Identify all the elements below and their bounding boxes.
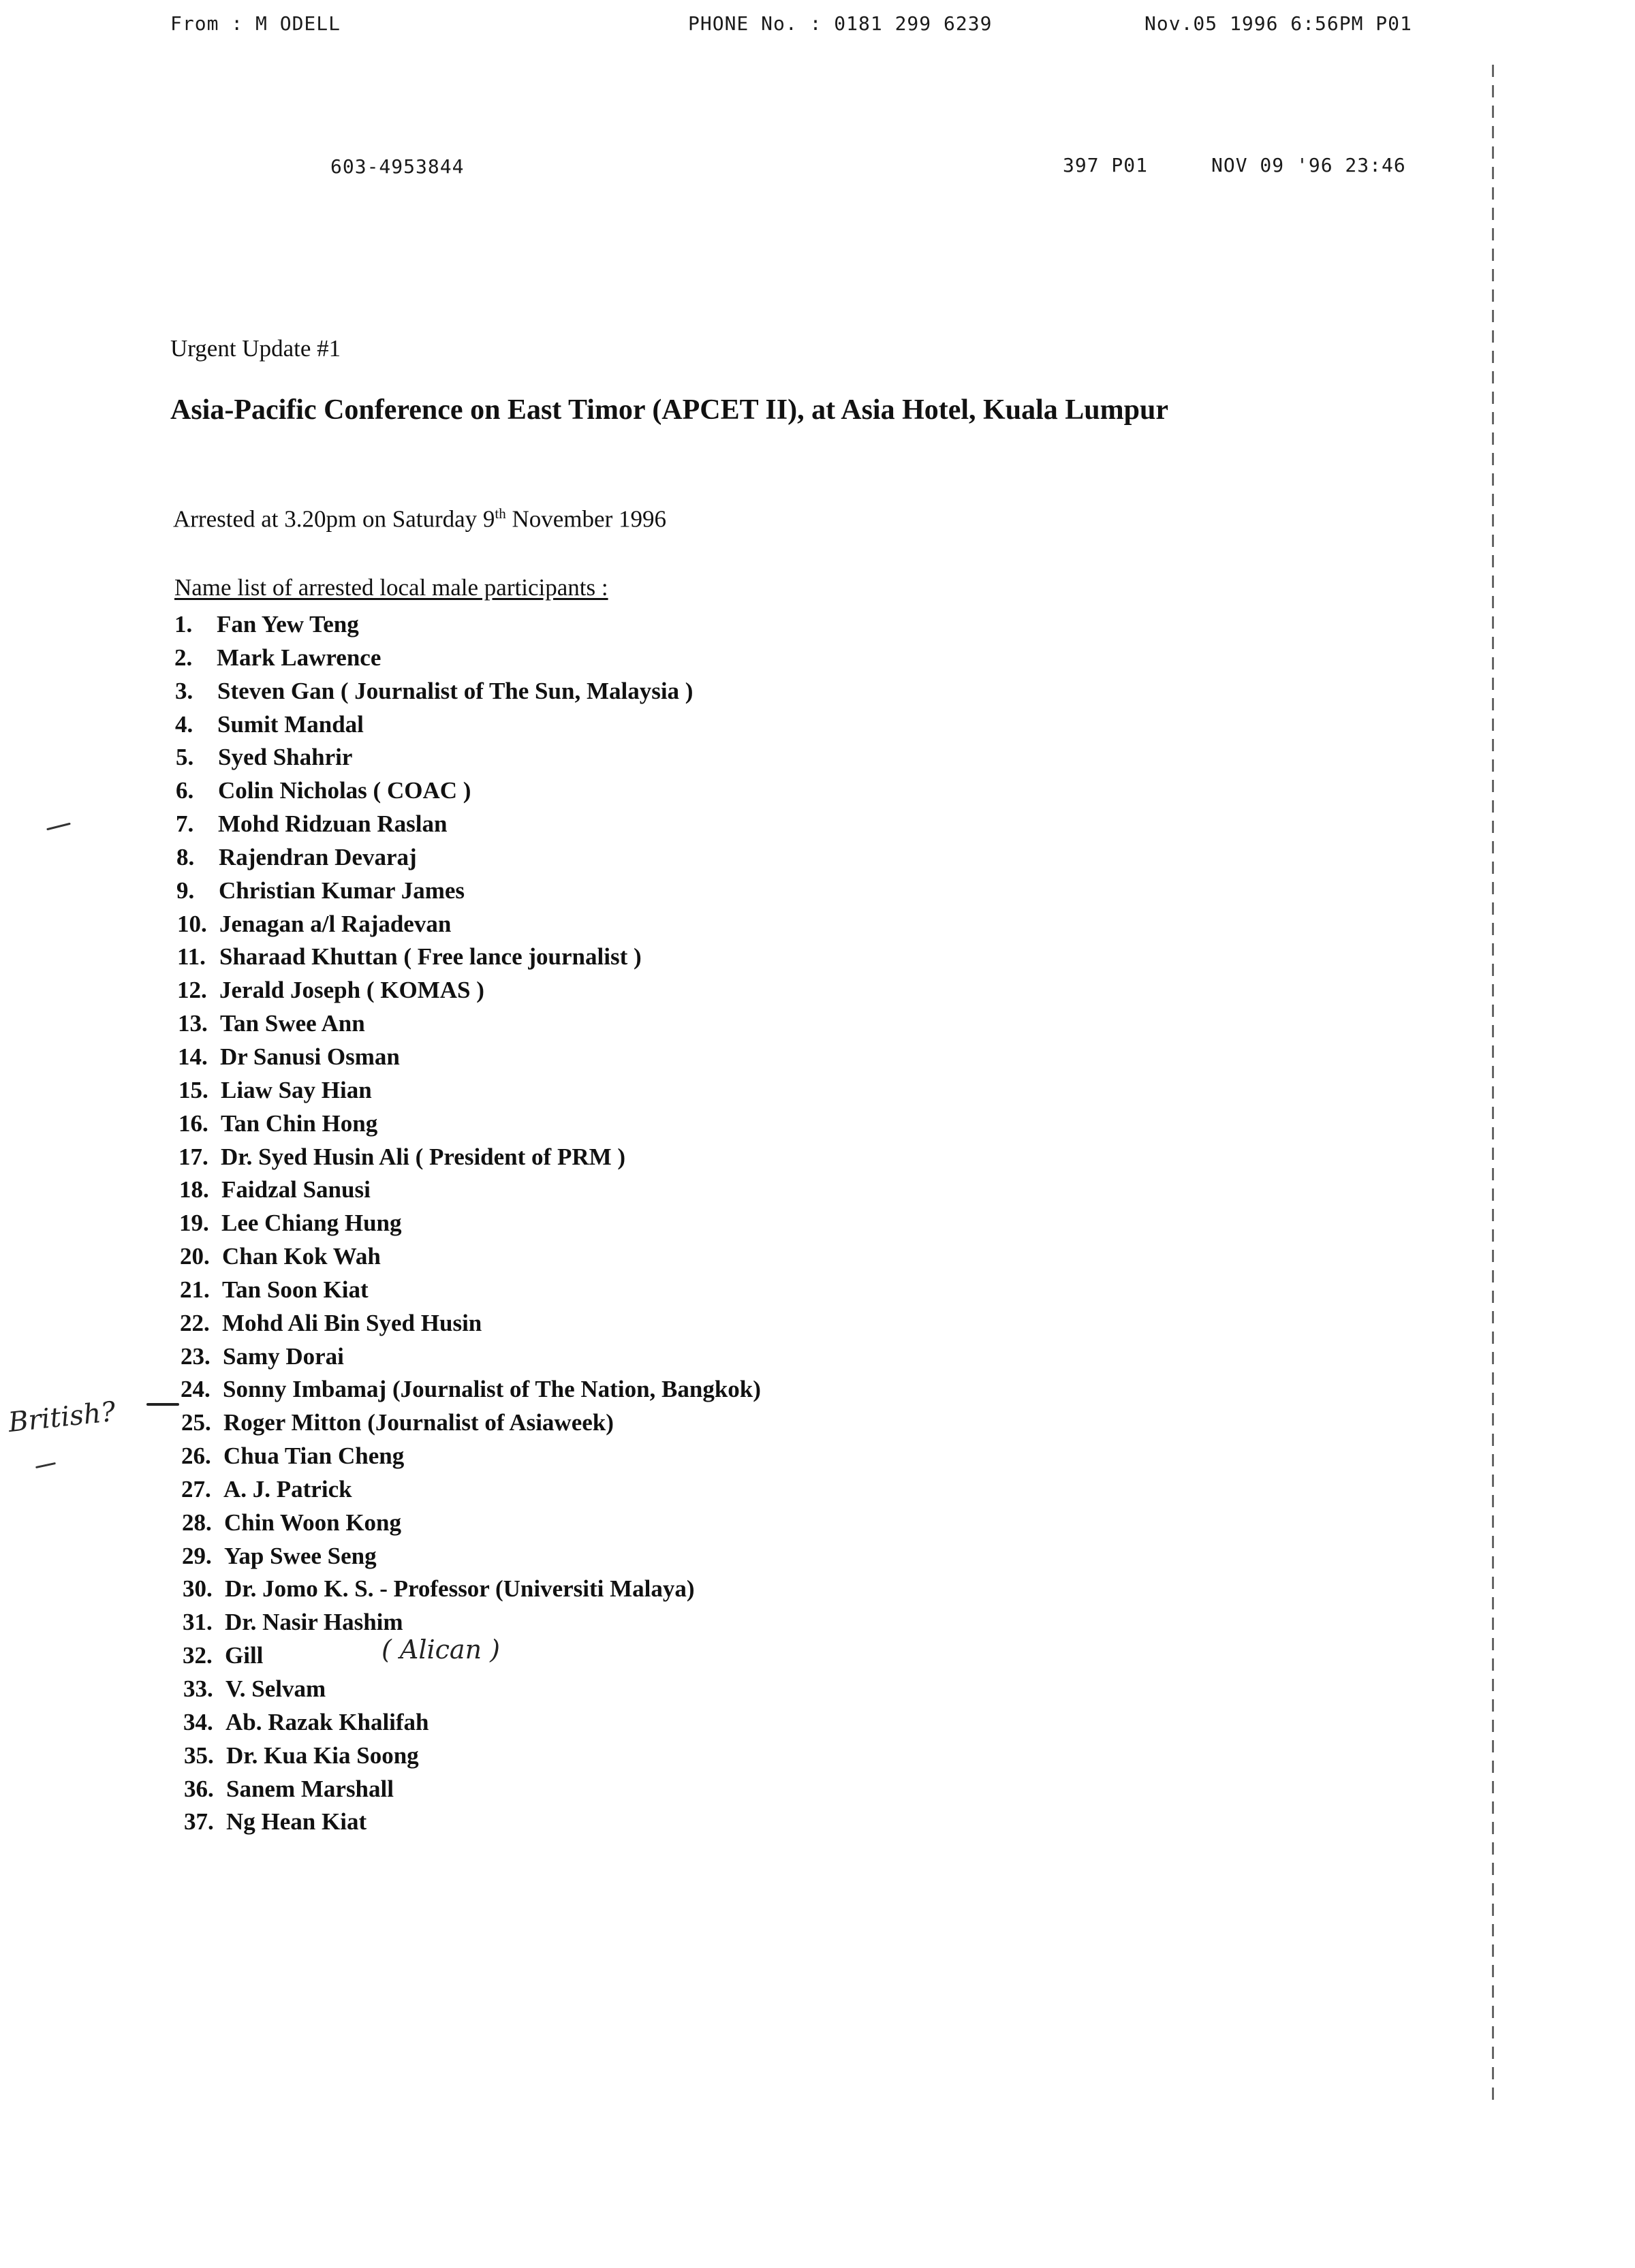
participant-item: [181, 1340, 761, 1374]
participant-name: Sanem Marshall: [226, 1775, 394, 1802]
participant-item: [178, 1141, 761, 1174]
participant-item: [183, 1573, 761, 1606]
participant-item: [176, 808, 761, 841]
participant-name: Christian Kumar James: [219, 877, 465, 904]
participant-name: Tan Swee Ann: [220, 1010, 365, 1037]
participant-name: Liaw Say Hian: [221, 1076, 372, 1103]
participant-name: Jerald Joseph ( KOMAS ): [219, 977, 484, 1004]
participant-name: Dr. Jomo K. S. - Professor (Universiti Malaya): [225, 1575, 695, 1603]
participant-name: Ab. Razak Khalifah: [225, 1708, 429, 1735]
participant-number: 32.: [183, 1642, 213, 1669]
participant-item: [176, 875, 761, 908]
participant-name: Steven Gan ( Journalist of The Sun, Malaysia ): [217, 677, 694, 704]
urgent-update-label: Urgent Update #1: [170, 335, 341, 362]
participant-number: 17.: [178, 1143, 208, 1170]
participant-name: V. Selvam: [225, 1675, 326, 1702]
participant-name: Fan Yew Teng: [217, 611, 359, 637]
participant-number: 6.: [176, 777, 194, 804]
participant-item: [183, 1706, 761, 1739]
participant-number: 16.: [178, 1109, 208, 1137]
fax-from: From : M ODELL: [170, 12, 341, 35]
fax-received-datetime: NOV 09 '96 23:46: [1211, 154, 1406, 176]
participant-item: [178, 1107, 761, 1141]
participant-item: [184, 1739, 761, 1773]
participant-name: Sharaad Khuttan ( Free lance journalist ): [219, 943, 642, 971]
participant-number: 37.: [184, 1808, 214, 1836]
fax-phone: PHONE No. : 0181 299 6239: [688, 12, 993, 35]
participant-item: [178, 1041, 761, 1074]
participant-number: 11.: [177, 943, 206, 971]
participant-name: Chan Kok Wah: [222, 1243, 381, 1270]
participant-number: 27.: [181, 1475, 211, 1502]
participant-name: Sonny Imbamaj (Journalist of The Nation, Bangkok): [223, 1376, 761, 1403]
participant-name: Tan Soon Kiat: [222, 1276, 369, 1303]
handwritten-note-alican: ( Alican ): [382, 1635, 500, 1665]
participant-name: Gill: [225, 1642, 264, 1669]
participant-number: 33.: [183, 1675, 213, 1702]
participant-number: 14.: [178, 1043, 208, 1070]
participant-number: 23.: [181, 1342, 211, 1370]
participant-name: Dr Sanusi Osman: [220, 1043, 400, 1070]
participant-number: 20.: [180, 1243, 210, 1270]
participant-item: [184, 1806, 761, 1839]
arrest-time-superscript: th: [495, 505, 506, 522]
participant-number: 24.: [181, 1376, 211, 1403]
participant-item: [175, 675, 761, 708]
participant-name: A. J. Patrick: [223, 1475, 352, 1502]
participant-item: [179, 1207, 761, 1240]
participant-item: [177, 941, 761, 974]
fax-datetime: Nov.05 1996 6:56PM P01: [1144, 12, 1412, 35]
participant-item: [178, 1074, 761, 1107]
handwritten-dash: [146, 1403, 179, 1406]
participant-item: [175, 708, 761, 742]
participant-name: Faidzal Sanusi: [221, 1176, 371, 1203]
participant-number: 9.: [176, 877, 195, 904]
participant-name: Lee Chiang Hung: [221, 1210, 402, 1237]
participant-number: 3.: [175, 677, 193, 704]
participant-number: 5.: [176, 744, 194, 771]
participant-number: 26.: [181, 1443, 211, 1470]
handwritten-note-british: British?: [7, 1396, 117, 1439]
participant-number: 30.: [183, 1575, 213, 1603]
document-title: Asia-Pacific Conference on East Timor (APCET II), at Asia Hotel, Kuala Lumpur: [170, 394, 1168, 426]
participant-name: Mohd Ridzuan Raslan: [218, 810, 448, 838]
participant-name: Chua Tian Cheng: [223, 1443, 405, 1470]
participant-number: 12.: [177, 977, 207, 1004]
participant-item: [181, 1473, 761, 1507]
participant-name: Syed Shahrir: [218, 744, 353, 771]
participant-name: Colin Nicholas ( COAC ): [218, 777, 471, 804]
participant-number: 35.: [184, 1742, 214, 1769]
participant-item: [182, 1507, 761, 1540]
participant-name: Mohd Ali Bin Syed Husin: [222, 1309, 482, 1336]
participant-name: Dr. Nasir Hashim: [225, 1609, 403, 1636]
fax-number: 603-4953844: [330, 155, 465, 178]
participant-number: 31.: [183, 1609, 213, 1636]
fax-page: 397 P01: [1063, 154, 1149, 176]
participant-name: Jenagan a/l Rajadevan: [219, 910, 452, 937]
participant-name: Tan Chin Hong: [221, 1109, 378, 1137]
participant-item: [178, 1007, 761, 1041]
participant-number: 36.: [184, 1775, 214, 1802]
participant-name: Dr. Syed Husin Ali ( President of PRM ): [221, 1143, 626, 1170]
participant-number: 7.: [176, 810, 194, 838]
scan-edge-line: [1492, 65, 1494, 2108]
participant-item: [181, 1373, 761, 1406]
participant-number: 28.: [182, 1509, 212, 1536]
participant-item: [180, 1307, 761, 1340]
participant-name: Roger Mitton (Journalist of Asiaweek): [223, 1409, 614, 1436]
participant-name: Chin Woon Kong: [224, 1509, 402, 1536]
participant-item: [176, 841, 761, 875]
participant-item: [181, 1440, 761, 1473]
participant-number: 4.: [175, 710, 193, 738]
participant-number: 22.: [180, 1309, 210, 1336]
participant-item: [176, 774, 761, 808]
participant-name: Samy Dorai: [223, 1342, 344, 1370]
participant-number: 13.: [178, 1010, 208, 1037]
participant-number: 25.: [181, 1409, 211, 1436]
participant-item: [180, 1274, 761, 1307]
participant-item: [177, 908, 761, 941]
participant-number: 21.: [180, 1276, 210, 1303]
participant-number: 10.: [177, 910, 207, 937]
participant-item: [179, 1174, 761, 1207]
list-heading: Name list of arrested local male participants :: [174, 574, 608, 601]
participant-item: [184, 1773, 761, 1806]
participant-item: [176, 741, 761, 774]
participant-number: 18.: [179, 1176, 209, 1203]
participant-name: Sumit Mandal: [217, 710, 364, 738]
participant-number: 29.: [182, 1542, 212, 1569]
participant-number: 2.: [174, 644, 193, 671]
participant-name: Mark Lawrence: [217, 644, 382, 671]
participant-item: [180, 1240, 761, 1274]
pen-mark: [46, 823, 71, 831]
participant-number: 19.: [179, 1210, 209, 1237]
arrest-time-line: [173, 505, 666, 533]
participant-number: 1.: [174, 611, 193, 637]
arrest-time-suffix: November 1996: [505, 505, 666, 533]
participant-name: Rajendran Devaraj: [219, 843, 417, 870]
participant-number: 34.: [183, 1708, 213, 1735]
arrest-time-prefix: Arrested at 3.20pm on Saturday 9: [173, 505, 495, 533]
participant-number: 8.: [176, 843, 195, 870]
participant-item: [177, 974, 761, 1007]
participant-item: [174, 608, 761, 642]
participant-name: Dr. Kua Kia Soong: [226, 1742, 419, 1769]
pen-mark: [35, 1462, 56, 1468]
participant-item: [174, 642, 761, 675]
participant-item: [181, 1406, 761, 1440]
participant-item: [182, 1540, 761, 1573]
participant-name: Ng Hean Kiat: [226, 1808, 367, 1836]
participant-name: Yap Swee Seng: [224, 1542, 377, 1569]
participant-item: [183, 1673, 761, 1706]
participant-number: 15.: [178, 1076, 208, 1103]
